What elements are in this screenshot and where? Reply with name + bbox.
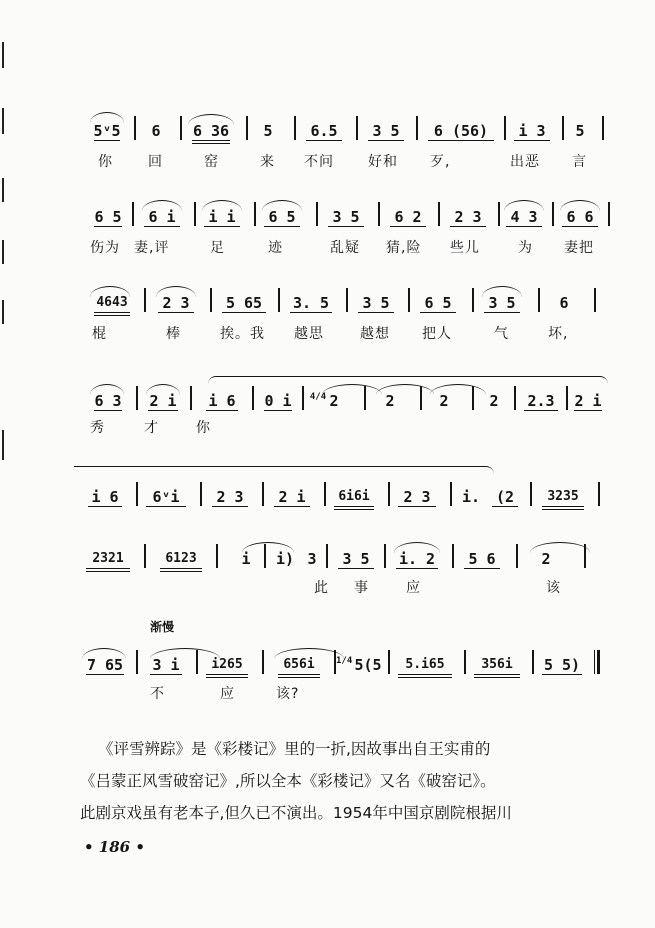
time-signature: 1/4 [336,656,353,666]
lyric: 你 [98,154,113,170]
long-slur-continued [74,466,494,475]
lyrics-line-6 [90,578,610,600]
lyric: 些儿 [450,240,480,256]
barline [384,544,386,568]
lyric: 事 [354,580,369,596]
tempo-marking: 渐慢 [150,620,175,634]
note-group: 6 5 [260,206,304,228]
note-group: 6i6i [330,486,378,508]
lyric: 棍 [92,326,107,342]
lyric: 该? [276,686,300,702]
barline [504,116,506,140]
note-group: 5ᵛ5 [90,120,124,142]
lyric: 把人 [422,326,452,342]
barline [262,650,264,674]
page-edge-mark [2,430,4,460]
note-group: 2 3 [394,486,440,508]
note-group: 3 [307,550,317,568]
note-group: 6 5 [90,206,126,228]
page-edge-mark [2,240,4,264]
page-edge-mark [2,42,4,68]
barline [530,482,532,506]
note-group: 3 5 [354,292,398,314]
note-group: 3 5 [364,120,408,142]
barline [302,386,304,410]
barline [364,386,366,410]
barline [246,116,248,140]
note-group: 2 i [270,486,314,508]
lyric: 气 [494,326,509,342]
lyric: 迹 [268,240,283,256]
lyric: 不问 [304,154,334,170]
score-line-7 [86,654,610,676]
note-group: 3 5 [480,292,524,314]
note-group: 4643 [90,292,134,314]
note-group: 5 5) [538,654,586,676]
note-group: 2 i [570,390,606,412]
lyric: 伤为 [90,240,120,256]
final-barline [594,650,599,674]
barline [180,116,182,140]
lyrics-line-4 [90,418,610,440]
lyric: 棒 [166,326,181,342]
barline [356,116,358,140]
lyric: 越思 [294,326,324,342]
barline [562,116,564,140]
score-line-2 [90,206,610,228]
note-group: 4 3 [502,206,546,228]
barline [326,544,328,568]
barline [262,482,264,506]
note-group: 6 5 [416,292,460,314]
barline [514,386,516,410]
note-group: 3235 [538,486,588,508]
lyric: 应 [220,686,235,702]
note-group: i [241,550,251,568]
note-group: 6ᵛi [142,486,190,508]
lyric: 该 [546,580,561,596]
lyric: 足 [210,240,225,256]
note-group: i 6 [202,390,242,412]
note-group: 6 6 [558,206,602,228]
note-group: 6 2 [386,206,430,228]
note-group: 6 [559,294,569,312]
lyric: 言 [572,154,587,170]
score-line-5 [90,486,610,508]
lyric: 应 [406,580,421,596]
barline [420,386,422,410]
note-group: 656i [274,654,324,676]
note-group: 7 65 [82,654,128,676]
barline [200,482,202,506]
barline [538,288,540,312]
barline [438,202,440,226]
barline [196,650,198,674]
lyric: 坏, [548,326,569,342]
score-line-6 [90,548,610,570]
note-group: 2 3 [446,206,490,228]
barline [602,116,604,140]
score-line-4 [90,390,610,412]
barline [136,482,138,506]
barline [316,202,318,226]
barline [136,386,138,410]
barline [264,544,266,568]
note-group: 2 [439,392,449,410]
barline [324,482,326,506]
barline [450,482,452,506]
note-group: 2 [489,392,499,410]
note-group: 2 3 [154,292,198,314]
lyric: 出恶 [510,154,540,170]
note-group: 6.5 [302,120,346,142]
page-edge-mark [2,108,4,134]
note-group: 5 [575,122,585,140]
note-group: 2 i [144,390,182,412]
lyrics-line-3 [90,324,610,346]
note-group: 5 65 [218,292,270,314]
barline [210,288,212,312]
note-group: 6123 [156,548,206,570]
barline [416,116,418,140]
score-line-1 [90,120,610,142]
note-group: i265 [202,654,252,676]
time-signature: 4/4 [309,392,327,402]
barline [608,202,610,226]
page-number: • 186 • [84,838,145,856]
barline [136,650,138,674]
barline [472,386,474,410]
lyric: 回 [148,154,163,170]
note-group: 6 3 [90,390,126,412]
note-group: 2 [541,550,551,568]
note-group: i. [461,488,481,506]
barline [408,288,410,312]
note-group: 6 i [140,206,184,228]
note-group: 3 5 [334,548,378,570]
note-group: i i [200,206,244,228]
note-group: 6 36 [188,120,234,142]
barline [194,202,196,226]
note-group: 3 i [146,654,186,676]
note-group: i) [275,550,295,568]
barline [472,288,474,312]
lyrics-line-7 [90,684,610,706]
page-edge-mark [2,178,4,202]
barline [388,482,390,506]
lyric: 秀 [90,420,105,436]
lyric: 好和 [368,154,398,170]
barline [144,288,146,312]
note-group: 5 [263,122,273,140]
barline [132,202,134,226]
lyric: 挨。我 [220,326,265,342]
note-group: 356i [470,654,524,676]
lyric: 才 [144,420,159,436]
barline [388,650,390,674]
barline [498,202,500,226]
note-group: 5 6 [460,548,504,570]
barline [584,544,586,568]
score-line-3 [90,292,610,314]
note-group: 2 [329,392,339,410]
barline [594,288,596,312]
note-group: 0 i [260,390,296,412]
barline [134,116,136,140]
barline [254,202,256,226]
barline [516,544,518,568]
lyrics-line-1 [90,152,610,174]
page-edge-mark [2,300,4,324]
barline [346,288,348,312]
body-text-line-1: 《评雪辨踪》是《彩楼记》里的一折,因故事出自王实甫的 [98,740,491,758]
barline [144,544,146,568]
note-group: 5.i65 [394,654,456,676]
lyric: 妻把 [564,240,594,256]
barline [278,288,280,312]
note-group: 5(5 [354,656,382,674]
body-text-line-3: 此剧京戏虽有老本子,但久已不演出。1954年中国京剧院根据川 [80,804,512,822]
lyric: 猜,险 [386,240,422,256]
barline [452,544,454,568]
note-group: 3 5 [324,206,368,228]
lyric: 不 [150,686,165,702]
note-group: 2 3 [208,486,252,508]
note-group: i. 2 [392,548,442,570]
barline [216,544,218,568]
note-group: 2.3 [520,390,562,412]
note-group: 6 [151,122,161,140]
barline [552,202,554,226]
note-group: 6 (56) [424,120,498,142]
lyric: 来 [260,154,275,170]
lyric: 歹, [430,154,451,170]
note-group: i 3 [510,120,554,142]
lyric: 妻,评 [134,240,170,256]
body-text-line-2: 《吕蒙正风雪破窑记》,所以全本《彩楼记》又名《破窑记》。 [80,772,496,790]
lyric: 越想 [360,326,390,342]
note-group: 2 [385,392,395,410]
lyric: 为 [518,240,533,256]
note-group: (2 [488,486,522,508]
barline [294,116,296,140]
lyric: 乱疑 [330,240,360,256]
barline [190,386,192,410]
barline [598,482,600,506]
barline [252,386,254,410]
lyric: 窑 [204,154,219,170]
note-group: i 6 [84,486,126,508]
barline [566,386,568,410]
note-group: 2321 [82,548,134,570]
barline [378,202,380,226]
lyrics-line-2 [90,238,610,260]
lyric: 你 [196,420,211,436]
note-group: 3. 5 [286,292,336,314]
barline [464,650,466,674]
barline [532,650,534,674]
lyric: 此 [314,580,329,596]
